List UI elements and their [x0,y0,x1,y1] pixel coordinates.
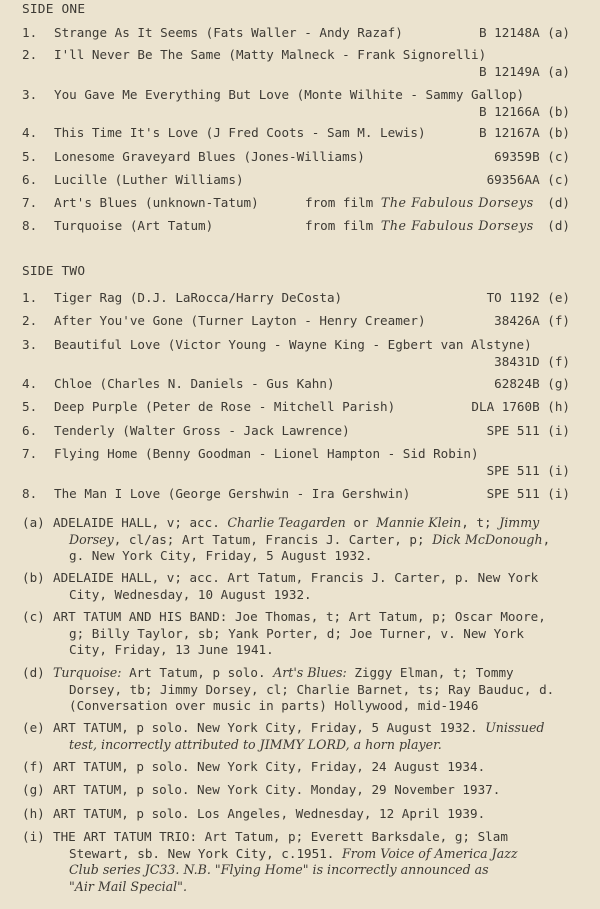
note-italic: "Air Mail Special". [69,878,187,894]
track-title: You Gave Me Everything But Love (Monte Wilhite - Sammy Gallop) [54,87,525,102]
note-tag: (a) [22,515,45,530]
track-number: 2. [22,313,38,328]
note-body [53,665,593,715]
track-title: Tiger Rag (D.J. LaRocca/Harry DeCosta) [54,290,343,305]
track-matrix-ref: B 12166A (b) [479,104,570,119]
track-matrix-ref: SPE 511 (i) [486,463,570,478]
note-tag: (h) [22,806,45,821]
track-number: 4. [22,376,38,391]
track-number: 3. [22,337,38,352]
track-matrix-ref: 69356AA (c) [486,172,570,187]
note-text: Art Tatum, p solo. [121,665,274,680]
track-title: Lucille (Luther Williams) [54,172,244,187]
note-italic: test, incorrectly attributed to JIMMY LORD, a horn player. [69,736,442,752]
note-text: , [542,531,551,547]
note-text: Stewart, sb. New York City, c.1951. [69,845,342,861]
track-title: Art's Blues (unknown-Tatum) [54,195,259,210]
track-title: The Man I Love (George Gershwin - Ira Gershwin) [54,486,411,501]
track-title: Tenderly (Walter Gross - Jack Lawrence) [54,423,350,438]
note-line: ART TATUM, p solo. New York City, Friday, 24 August 1934. [53,759,486,774]
side-two-heading: SIDE TWO [22,264,86,279]
note-line: ART TATUM, p solo. New York City. Monday, 29 November 1937. [53,782,501,797]
track-title: After You've Gone (Turner Layton - Henry Creamer) [54,313,426,328]
note-line [53,532,593,549]
track-matrix-ref: B 12167A (b) [479,125,570,140]
note-text: ADELAIDE HALL, v; acc. [53,515,228,530]
note-text: ART TATUM, p solo. New York City, Friday, 5 August 1932. [53,720,486,735]
note-body [53,829,593,895]
note-italic: Art's Blues: [273,665,347,680]
note-line: ADELAIDE HALL, v; acc. Art Tatum, Francis J. Carter, p. New York [53,570,539,585]
note-italic: From Voice of America Jazz [341,845,518,861]
track-matrix-ref: 62824B (g) [494,376,570,391]
track-matrix-ref: SPE 511 (i) [486,486,570,501]
track-title: Flying Home (Benny Goodman - Lionel Hampton - Sid Robin) [54,446,479,461]
note-text: , t; [461,515,500,530]
track-number: 6. [22,423,38,438]
track-matrix-ref: B 12148A (a) [479,25,570,40]
note-italic: Dorsey [69,531,114,547]
note-line: g. New York City, Friday, 5 August 1932. [69,548,373,564]
note-body [53,759,593,776]
note-italic: Unissued [485,720,545,735]
note-line: ART TATUM AND HIS BAND: Joe Thomas, t; Art Tatum, p; Oscar Moore, [53,609,546,624]
track-number: 1. [22,25,38,40]
track-matrix-ref: (d) [547,218,570,233]
note-italic: Charlie Teagarden [227,515,346,530]
note-body [53,782,593,799]
track-matrix-ref: (d) [547,195,570,210]
note-tag: (i) [22,829,45,844]
source-prefix: from film [305,195,374,210]
track-title: Beautiful Love (Victor Young - Wayne King - Egbert van Alstyne) [54,337,532,352]
note-line: City, Friday, 13 June 1941. [69,642,274,658]
track-number: 5. [22,399,38,414]
note-tag: (g) [22,782,45,797]
track-number: 5. [22,149,38,164]
track-title: Strange As It Seems (Fats Waller - Andy Razaf) [54,25,403,40]
track-number: 3. [22,87,38,102]
track-matrix-ref: 69359B (c) [494,149,570,164]
note-line: g; Billy Taylor, sb; Yank Porter, d; Joe Turner, v. New York [69,625,524,641]
side-one-heading: SIDE ONE [22,2,86,17]
note-italic: Mannie Klein [376,515,462,530]
note-text: Ziggy Elman, t; Tommy [346,665,514,680]
track-matrix-ref: DLA 1760B (h) [471,399,570,414]
note-line: ART TATUM, p solo. Los Angeles, Wednesday, 12 April 1939. [53,806,486,821]
note-line: (Conversation over music in parts) Hollywood, mid-1946 [69,698,479,714]
note-line [53,879,593,896]
track-number: 4. [22,125,38,140]
note-italic: Club series JC33. N.B. "Flying Home" is incorrectly announced as [69,862,489,878]
track-title: Chloe (Charles N. Daniels - Gus Kahn) [54,376,335,391]
note-line [53,737,593,754]
note-tag: (b) [22,570,45,585]
track-number: 1. [22,290,38,305]
track-number: 7. [22,195,38,210]
note-text: or [345,515,377,530]
note-line [53,515,593,532]
film-title: The Fabulous Dorseys [380,218,534,233]
note-line: THE ART TATUM TRIO: Art Tatum, p; Everett Barksdale, g; Slam [53,829,508,844]
track-source [305,217,534,234]
note-tag: (e) [22,720,45,735]
track-number: 8. [22,486,38,501]
track-title: Deep Purple (Peter de Rose - Mitchell Parish) [54,399,396,414]
note-line [53,862,593,879]
note-text: , cl/as; Art Tatum, Francis J. Carter, p; [113,531,433,547]
note-body [53,609,593,659]
track-number: 7. [22,446,38,461]
note-body [53,570,593,603]
source-prefix: from film [305,218,374,233]
track-source [305,194,534,211]
film-title: The Fabulous Dorseys [380,195,534,210]
note-line [53,720,593,737]
track-number: 8. [22,218,38,233]
note-tag: (d) [22,665,45,680]
track-number: 6. [22,172,38,187]
note-tag: (f) [22,759,45,774]
note-italic: Turquoise: [53,665,122,680]
note-line: City, Wednesday, 10 August 1932. [69,586,312,602]
track-matrix-ref: SPE 511 (i) [486,423,570,438]
note-tag: (c) [22,609,45,624]
note-italic: Dick McDonough [432,531,543,547]
track-title: Lonesome Graveyard Blues (Jones-Williams) [54,149,365,164]
track-matrix-ref: 38426A (f) [494,313,570,328]
track-title: Turquoise (Art Tatum) [54,218,214,233]
note-italic: Jimmy [499,515,540,530]
track-number: 2. [22,47,38,62]
note-line: Dorsey, tb; Jimmy Dorsey, cl; Charlie Barnet, ts; Ray Bauduc, d. [69,681,555,697]
note-line [53,665,593,682]
note-line [53,846,593,863]
note-body [53,515,593,565]
track-matrix-ref: 38431D (f) [494,354,570,369]
note-body [53,720,593,753]
note-body [53,806,593,823]
track-title: This Time It's Love (J Fred Coots - Sam M. Lewis) [54,125,426,140]
track-matrix-ref: TO 1192 (e) [486,290,570,305]
track-title: I'll Never Be The Same (Matty Malneck - Frank Signorelli) [54,47,487,62]
track-matrix-ref: B 12149A (a) [479,64,570,79]
